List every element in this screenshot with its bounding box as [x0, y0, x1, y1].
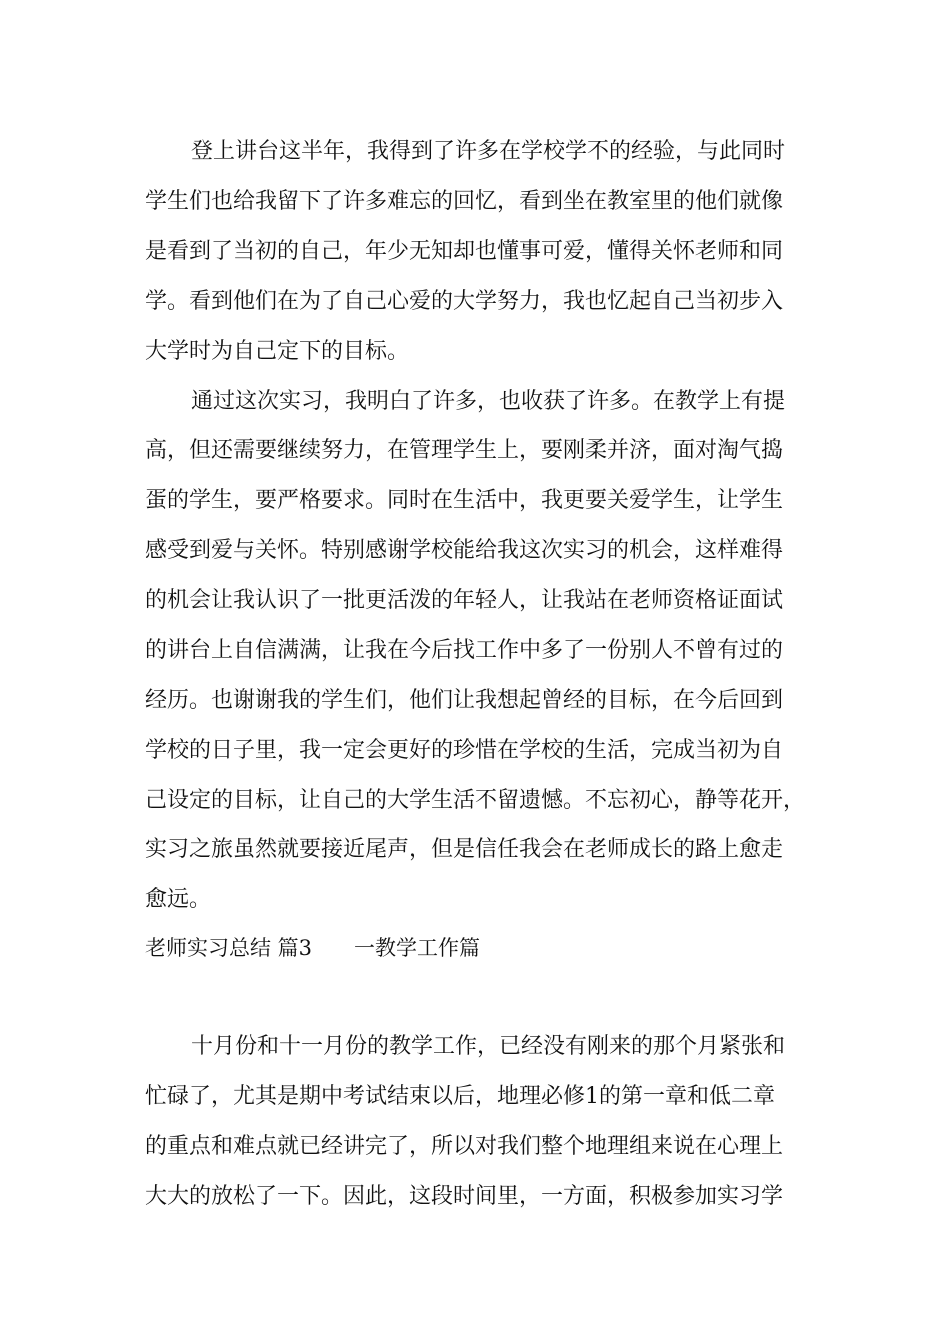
paragraph-1-line-4: 学。看到他们在为了自己心爱的大学努力，我也忆起自己当初步入	[145, 289, 784, 314]
paragraph-2-line-6: 的讲台上自信满满，让我在今后找工作中多了一份别人不曾有过的	[145, 638, 784, 663]
paragraph-3-line-2: 忙碌了，尤其是期中考试结束以后，地理必修1的第一章和低二章	[145, 1084, 775, 1109]
paragraph-3-line-4: 大大的放松了一下。因此，这段时间里，一方面，积极参加实习学	[145, 1184, 784, 1209]
paragraph-2-line-10: 实习之旅虽然就要接近尾声，但是信任我会在老师成长的路上愈走	[145, 837, 784, 862]
paragraph-2-line-8: 学校的日子里，我一定会更好的珍惜在学校的生活，完成当初为自	[145, 738, 784, 763]
paragraph-2-line-1: 通过这次实习，我明白了许多，也收获了许多。在教学上有提	[191, 389, 786, 414]
section-heading	[145, 933, 480, 963]
paragraph-1-line-2: 学生们也给我留下了许多难忘的回忆，看到坐在教室里的他们就像	[145, 189, 784, 214]
paragraph-2-line-3: 蛋的学生，要严格要求。同时在生活中，我更要关爱学生，让学生	[145, 488, 784, 513]
paragraph-1-line-5: 大学时为自己定下的目标。	[145, 339, 410, 364]
paragraph-2-line-2: 高，但还需要继续努力，在管理学生上，要刚柔并济，面对淘气捣	[145, 438, 784, 463]
section-title: 老师实习总结 篇3	[145, 936, 313, 960]
paragraph-3-line-1: 十月份和十一月份的教学工作，已经没有刚来的那个月紧张和	[191, 1034, 786, 1059]
section-subtitle: 一教学工作篇	[354, 936, 481, 960]
paragraph-2-line-4: 感受到爱与关怀。特别感谢学校能给我这次实习的机会，这样难得	[145, 538, 784, 563]
paragraph-3-line-3: 的重点和难点就已经讲完了，所以对我们整个地理组来说在心理上	[145, 1134, 784, 1159]
paragraph-1-line-3: 是看到了当初的自己，年少无知却也懂事可爱，懂得关怀老师和同	[145, 239, 784, 264]
paragraph-2-line-5: 的机会让我认识了一批更活泼的年轻人，让我站在老师资格证面试	[145, 588, 784, 613]
paragraph-2-line-7: 经历。也谢谢我的学生们，他们让我想起曾经的目标，在今后回到	[145, 688, 784, 713]
paragraph-2-line-9: 己设定的目标，让自己的大学生活不留遗憾。不忘初心，静等花开，	[145, 788, 806, 813]
paragraph-1-line-1: 登上讲台这半年，我得到了许多在学校学不的经验，与此同时	[191, 139, 786, 164]
paragraph-2-line-11: 愈远。	[145, 887, 212, 912]
